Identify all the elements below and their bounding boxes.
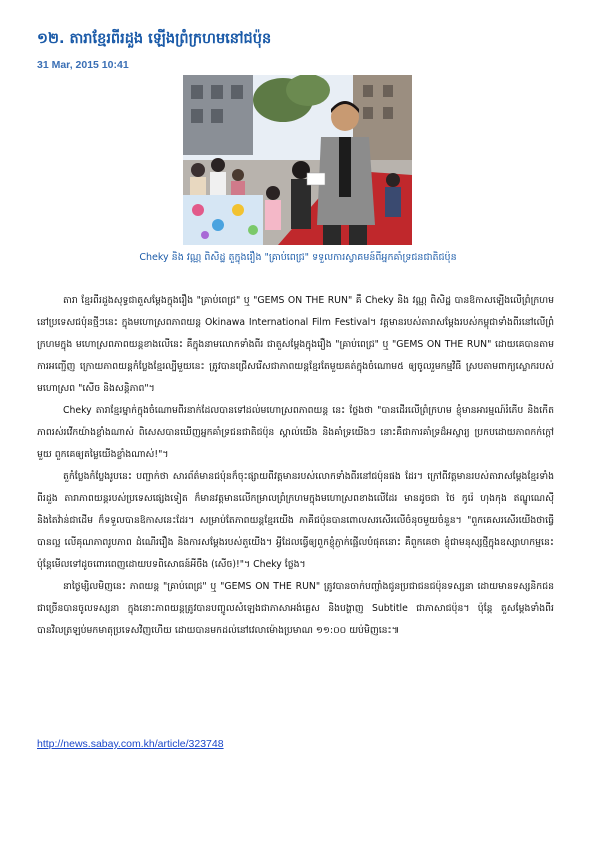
photo-of-actors-signing-autographs-icon <box>183 75 412 245</box>
article-date: 31 Mar, 2015 10:41 <box>37 59 129 71</box>
article-photo <box>183 75 412 245</box>
article-title: ១២. តារាខ្មែរពីរដួង ឡើងព្រំក្រហមនៅជប៉ុន <box>37 31 272 47</box>
source-link[interactable]: http://news.sabay.com.kh/article/323748 <box>37 738 224 750</box>
article-body <box>37 290 554 642</box>
photo-caption: Cheky និង វណ្ណ ពិសិដ្ឋ តួក្នុងរឿង "គ្រាប់ពេជ្រ" ទទួលការស្វាគមន៍ពីអ្នកគាំទ្រជនជាតិជប៉ុន <box>139 252 457 263</box>
article-paragraph: តារា ខ្មែរពីរដួងសុទ្ធជាតួសម្ដែងក្នុងរឿង "គ្រាប់ពេជ្រ" ឬ "GEMS ON THE RUN" គឺ Cheky និង វណ្ណ ពិសិដ្ឋ បានឱកាសឡើងលើព្រំក្រហមនៅប្រទេសជប៉ុនថ្មីៗនេះ ក្នុងមហោស្រពភាពយន្ត Okinawa International Film Festival។ វត្តមានរបស់តារាសម្ដែងរបស់កម្ពុជាទាំងពីរនៅលើព្រំក្រហមក្នុង មហោស្រពភាពយន្តខាងលើនេះ គឺក្នុងនាមលោកទាំងពីរ ជាតួសម្ដែងក្នុងរឿង "គ្រាប់ពេជ្រ" ឬ "GEMS ON THE RUN" ដោយគេបានតាមការអញ្ជើញ ក្រោយភាពយន្តកំប្លែងខ្មែរល្បីមួយនេះ ត្រូវបានជ្រើសរើសជាភាពយន្តខ្មែរតែមួយគត់ក្នុងចំណោម៥ ឲ្យចូលរួមកម្មវិធី ស្របតាមពាក្យស្លោករបស់មហោស្រព "សើច និងសន្តិភាព"។ <box>37 295 554 394</box>
article-paragraph: តួកំប្លែងកំប្លែងរូបនេះ បញ្ជាក់ថា សារព័ត៌មានជប៉ុនក៏ចុះផ្សាយពីវត្តមានរបស់លោកទាំងពីរនៅជប៉ុនផង ដែរ។ ក្រៅពីវត្តមានរបស់តារាសម្ដែងខ្មែរទាំងពីរដួង តារាភាពយន្តរបស់ប្រទេសផ្សេងទៀត ក៏មានវត្តមានលើកម្រាលព្រំក្រហមក្នុងមហោស្រពខាងលើដែរ មានដូចជា ថៃ កូរ៉េ ហុងកុង ឥណ្ឌូណេស៊ី និងតៃវ៉ាន់ជាដើម ក៏ទទួលបានឱកាសនេះដែរ។ សម្រាប់តែភាពយន្តខ្មែរយើង ភាគីជប៉ុនបានពោលសរសើរលើចំនុចមួយចំនួន។ "ពួកគេសរសើរយើងថាធ្វើបានល្អ លើគុណភាពរូបភាព ដំណើររឿង និងការសម្ដែងរបស់តួយើង។ អ្វីដែលធ្វើឲ្យពួកខ្ញុំភ្ញាក់ផ្អើលបំផុតនោះ គឺពួកគេថា ខ្ញុំជាមនុស្សថ្មីក្នុងឧស្សាហកម្មនេះ ប៉ុន្តែមើលទៅដូចពោរពេញដោយបទពិសោធន៍អីចឹង (សើច)!"។ Cheky ថ្លែង។ <box>37 471 554 570</box>
article-paragraph: Cheky តារាខ្មែរម្នាក់ក្នុងចំណោមពីរនាក់ដែលបានទៅដល់មហោស្រពភាពយន្ត នេះ ថ្លែងថា "បានដើរលើព្រំក្រហម ខ្ញុំមានអារម្មណ៍រំភើប និងកើតភាពរស់រវើកយ៉ាងខ្លាំងណាស់ ពិសេសបានឃើញអ្នកគាំទ្រជនជាតិជប៉ុន ស្គាល់យើង និងគាំទ្រយើងៗ នោះគឺជាការគាំទ្រដ៏អស្ចារ្យ ប្រកបដោយភាពកក់ក្ដៅមួយ ពួកគេឲ្យតម្លៃយើងខ្លាំងណាស់!"។ <box>37 405 554 460</box>
article-paragraph: នាថ្ងៃម្សិលមិញនេះ ភាពយន្ត "គ្រាប់ពេជ្រ" ឬ "GEMS ON THE RUN" ត្រូវបានចាក់បញ្ចាំងជូនប្រជាជនជប៉ុនទស្សនា ដោយមានទស្សនិកជនជាច្រើនបានចូលទស្សនា ក្នុងនោះភាពយន្តត្រូវបានបញ្ចូលសំឡេងជាភាសាអង់គ្លេស និងបង្ហាញ Subtitle ជាភាសាជប៉ុន។ ប៉ុន្តែ តួសម្ដែងទាំងពីរ បានវិលត្រឡប់មកមាតុប្រទេសវិញហើយ ដោយបានមកដល់នៅវេលាម៉ោងប្រមាណ ១១:០០ យប់មិញនេះ៕ <box>37 581 554 636</box>
